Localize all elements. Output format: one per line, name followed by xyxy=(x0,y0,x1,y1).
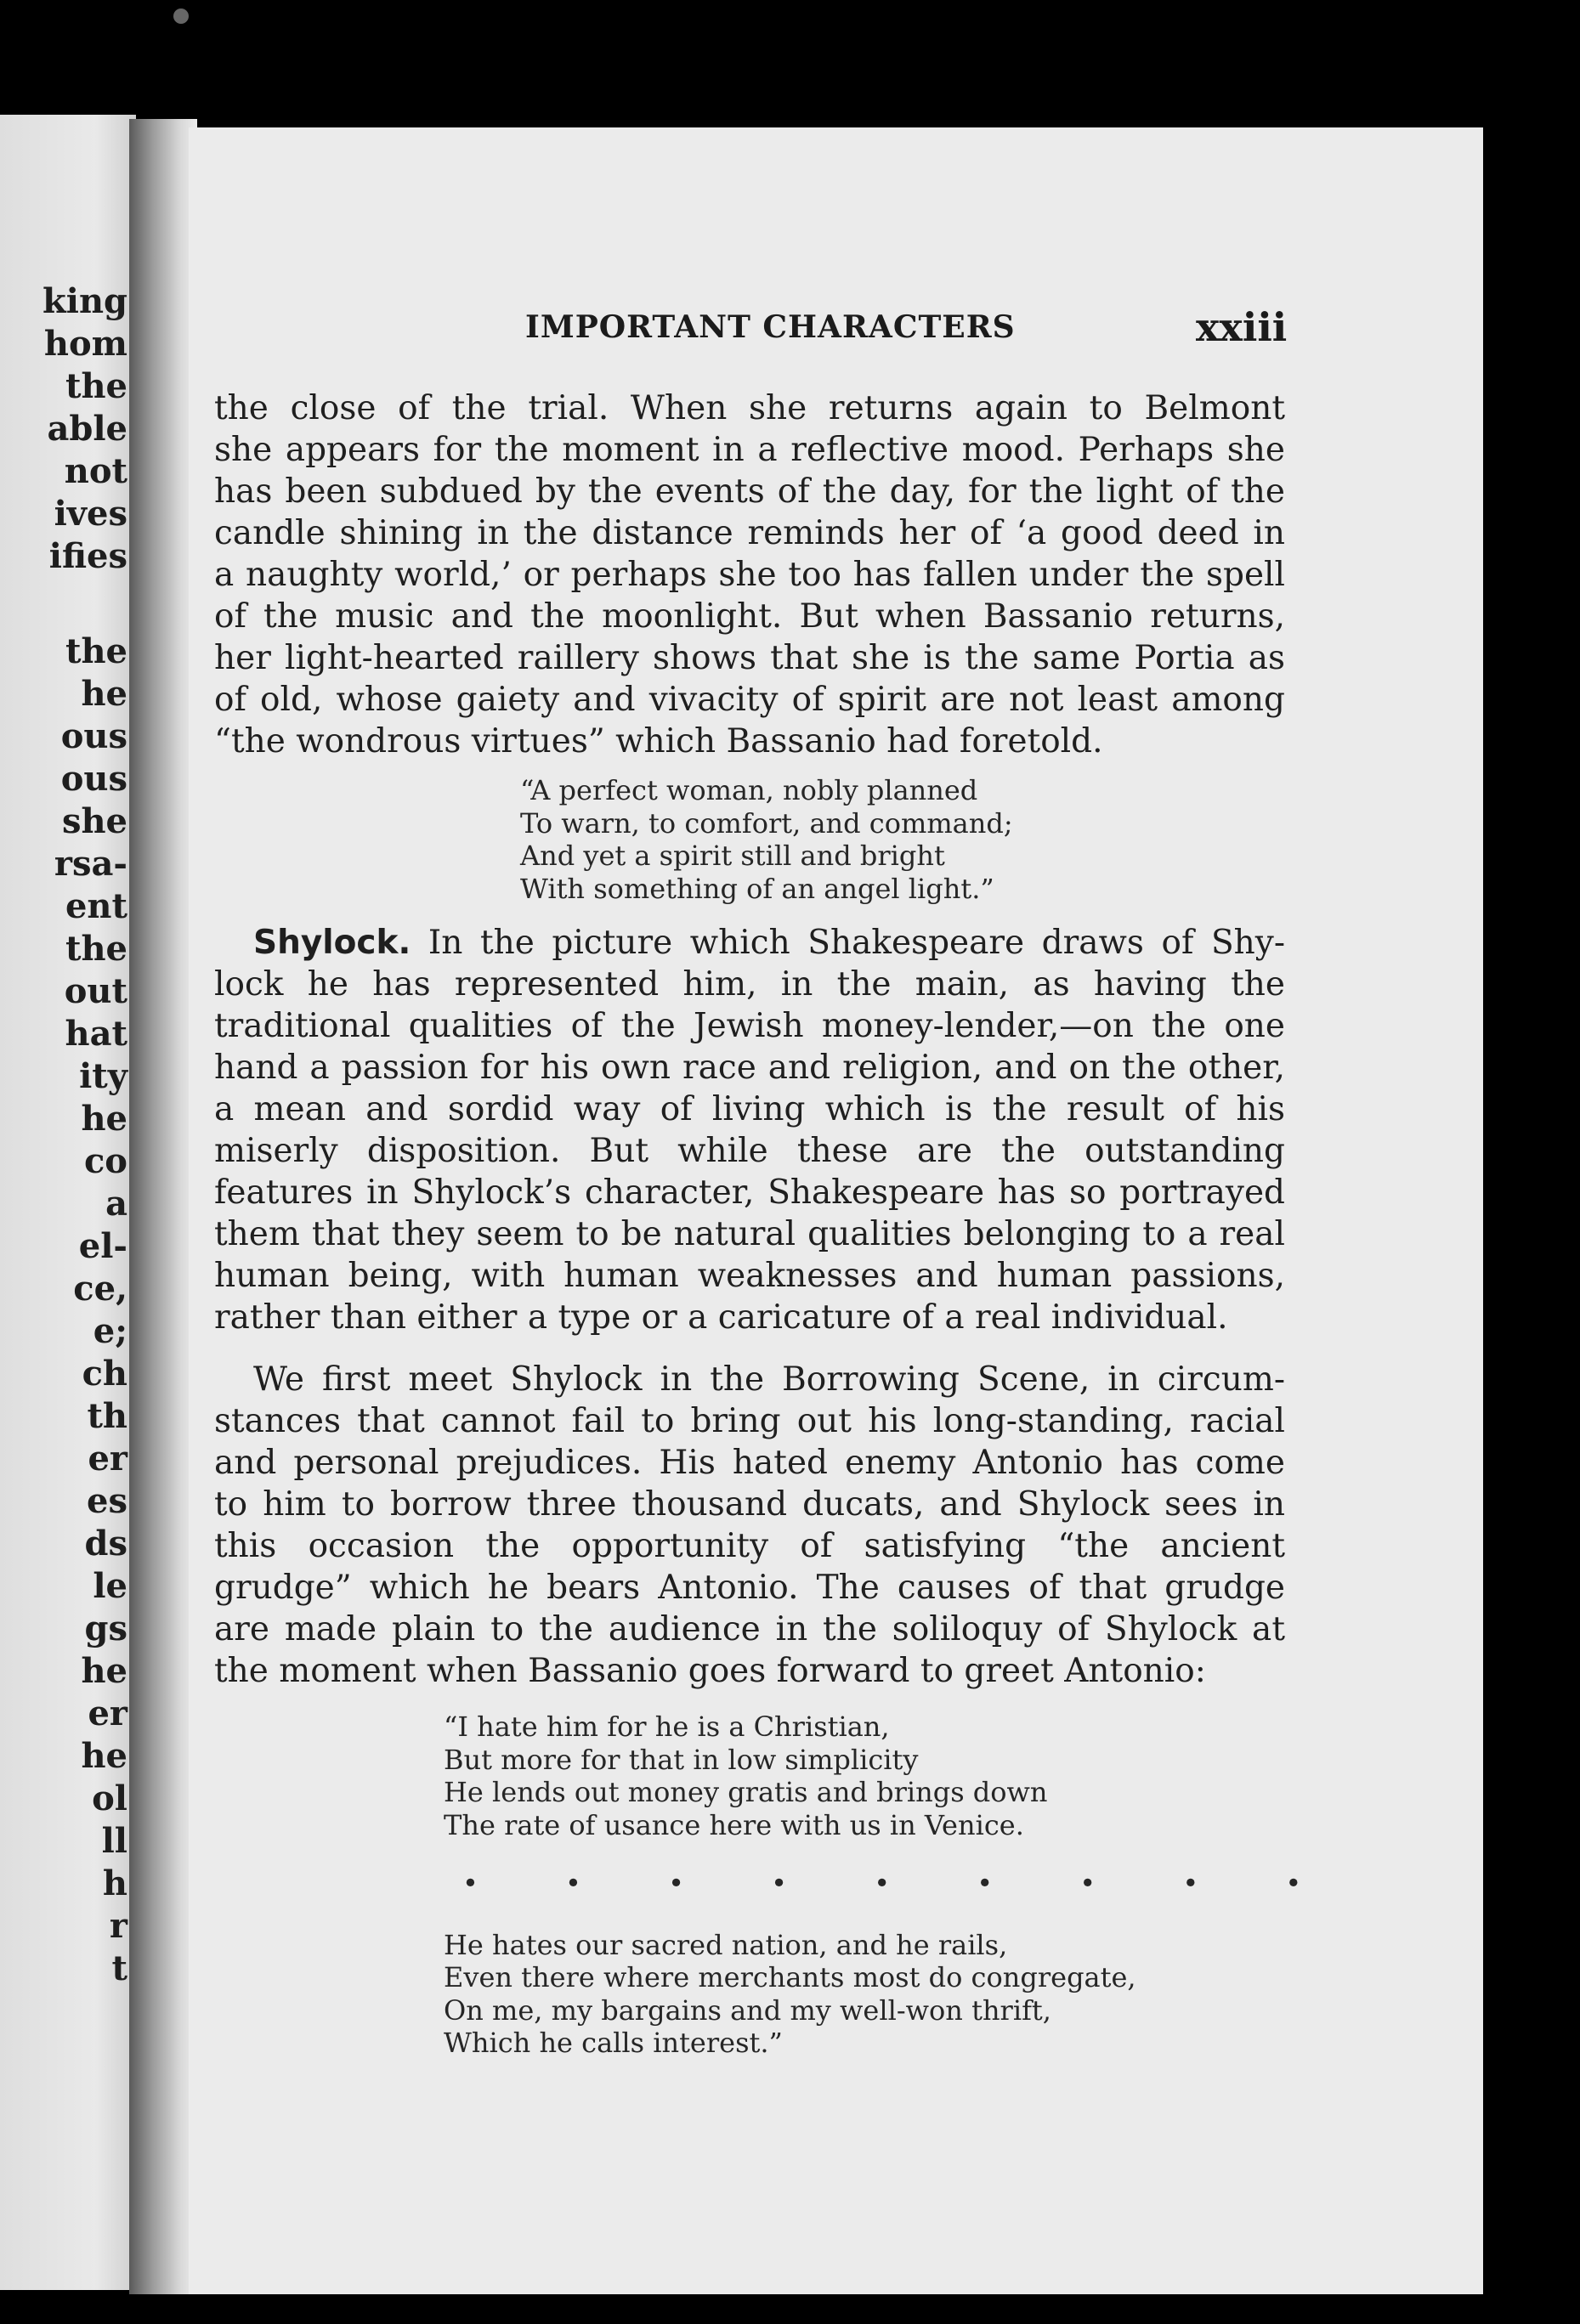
facing-page-fragment-line: ll xyxy=(101,1821,127,1861)
facing-page-fragment-line: ce, xyxy=(73,1269,127,1309)
facing-page-fragment-line: ch xyxy=(82,1354,127,1394)
verse-line: He hates our sacred nation, and he rails, xyxy=(444,1928,1008,1961)
ellipsis-dots: • • • • • • • • • xyxy=(462,1867,1341,1899)
facing-page-fragment-line: king xyxy=(42,281,127,321)
paragraph-shylock xyxy=(214,922,1285,1338)
text-line: them that they seem to be natural qualities belonging to a real xyxy=(214,1215,1285,1253)
facing-page-fragment-line: ol xyxy=(92,1778,127,1818)
verse-line: “I hate him for he is a Christian, xyxy=(444,1710,890,1743)
facing-page-fragment-line: the xyxy=(65,366,127,406)
facing-page-fragment-line: le xyxy=(93,1566,127,1606)
facing-page-fragment-line: t xyxy=(111,1948,127,1988)
verse-line: The rate of usance here with us in Venice. xyxy=(444,1808,1024,1841)
facing-page-fragment-line: a xyxy=(105,1184,127,1224)
facing-page-fragment-line: ives xyxy=(54,494,127,534)
text-line: candle shining in the distance reminds her of ‘a good deed in xyxy=(214,514,1285,552)
facing-page-fragment-line: el- xyxy=(78,1226,127,1266)
verse-line: But more for that in low simplicity xyxy=(444,1743,919,1776)
text-line: traditional qualities of the Jewish money-lender,—on the one xyxy=(214,1007,1285,1045)
facing-page-fragment-line: not xyxy=(64,451,127,491)
text-line: this occasion the opportunity of satisfying “the ancient xyxy=(214,1527,1285,1565)
text-line: “the wondrous virtues” which Bassanio had foretold. xyxy=(214,722,1103,761)
facing-page-fragment-line: h xyxy=(102,1863,127,1903)
paragraph-borrowing-scene xyxy=(214,1359,1285,1692)
facing-page-fragment-line: es xyxy=(87,1481,127,1521)
facing-page-fragment-line: able xyxy=(47,409,127,449)
text-line: human being, with human weaknesses and human passions, xyxy=(214,1257,1285,1295)
facing-page-fragment-line: hom xyxy=(43,324,127,364)
facing-page-fragment-line: er xyxy=(88,1439,127,1479)
facing-page-fragment-line: hat xyxy=(65,1014,127,1054)
facing-page-fragment-line: the xyxy=(65,631,127,671)
facing-page-fragment-line: er xyxy=(88,1694,127,1733)
text-line: are made plain to the audience in the soliloquy of Shylock at xyxy=(214,1610,1285,1648)
facing-page-fragment-line: out xyxy=(64,971,127,1011)
text-line: a naughty world,’ or perhaps she too has fallen under the spell xyxy=(214,556,1285,594)
book-gutter-shadow xyxy=(129,119,197,2294)
verse-line: To warn, to comfort, and command; xyxy=(520,806,1013,840)
text-line: stances that cannot fail to bring out his long-standing, racial xyxy=(214,1402,1285,1440)
text-line: miserly disposition. But while these are the outstanding xyxy=(214,1132,1285,1170)
text-line: the moment when Bassanio goes forward to greet Antonio: xyxy=(214,1652,1206,1690)
facing-page-fragment-line: ous xyxy=(60,759,127,799)
facing-page-fragment-line: ds xyxy=(84,1524,127,1563)
text-line: of old, whose gaiety and vivacity of spirit are not least among xyxy=(214,681,1285,719)
ink-speck xyxy=(173,8,189,24)
verse-line: On me, my bargains and my well-won thrift, xyxy=(444,1993,1051,2027)
facing-page-fragment-line: the xyxy=(65,929,127,969)
facing-page-fragment-line: e; xyxy=(93,1311,127,1351)
facing-page-fragment-line: th xyxy=(87,1396,127,1436)
text-line xyxy=(214,922,1285,964)
text-line: features in Shylock’s character, Shakespeare has so portrayed xyxy=(214,1173,1285,1212)
verse-line: Which he calls interest.” xyxy=(444,2027,783,2059)
page-number: xxiii xyxy=(1196,304,1288,350)
facing-page-fragment-line: rsa- xyxy=(54,844,127,884)
text-line: the close of the trial. When she returns again to Belmont xyxy=(214,389,1285,427)
verse-line: And yet a spirit still and bright xyxy=(520,840,945,872)
book-page xyxy=(189,127,1483,2294)
facing-page-fragment-line: co xyxy=(83,1141,127,1181)
page-body xyxy=(214,387,1341,2077)
text-line: rather than either a type or a caricature of a real individual. xyxy=(214,1298,1228,1337)
facing-page-fragment-line: r xyxy=(109,1906,127,1946)
text-fragment: In the picture which Shakespeare draws of Shy- xyxy=(428,924,1286,962)
verse-quotation-shylock-soliloquy xyxy=(214,1710,1341,2060)
facing-page-fragment-line: he xyxy=(81,1099,127,1139)
text-line: to him to borrow three thousand ducats, and Shylock sees in xyxy=(214,1485,1285,1524)
facing-page-fragment-line: she xyxy=(61,801,127,841)
running-title: IMPORTANT CHARACTERS xyxy=(525,309,1016,345)
text-line: a mean and sordid way of living which is the result of his xyxy=(214,1090,1285,1128)
facing-page-fragment-line: ifies xyxy=(48,536,127,576)
text-line: lock he has represented him, in the main, as having the xyxy=(214,965,1285,1004)
facing-page-fragment-line: he xyxy=(81,674,127,714)
text-line: hand a passion for his own race and religion, and on the other, xyxy=(214,1049,1285,1087)
facing-page-text-fragments xyxy=(0,280,127,1990)
facing-page-fragment-line: he xyxy=(81,1736,127,1776)
paragraph-portia-close xyxy=(214,387,1285,762)
text-line: she appears for the moment in a reflective mood. Perhaps she xyxy=(214,431,1285,469)
text-line: and personal prejudices. His hated enemy Antonio has come xyxy=(214,1444,1285,1482)
facing-page-fragment-line: he xyxy=(81,1651,127,1691)
text-line: of the music and the moonlight. But when Bassanio returns, xyxy=(214,597,1285,636)
facing-page-fragment-line: ous xyxy=(60,716,127,756)
text-line: her light-hearted raillery shows that she is the same Portia as xyxy=(214,639,1285,677)
facing-page-fragment-line: ity xyxy=(79,1056,127,1096)
facing-page-fragment-line: gs xyxy=(84,1609,127,1648)
text-line: We first meet Shylock in the Borrowing Scene, in circum- xyxy=(253,1360,1285,1399)
text-line: grudge” which he bears Antonio. The causes of that grudge xyxy=(214,1569,1285,1607)
verse-line: He lends out money gratis and brings down xyxy=(444,1776,1048,1808)
verse-line: Even there where merchants most do congregate, xyxy=(444,1961,1136,1993)
text-line: has been subdued by the events of the day, for the light of the xyxy=(214,472,1285,511)
verse-line: “A perfect woman, nobly planned xyxy=(520,774,978,806)
facing-page-fragment-line: ent xyxy=(65,886,127,926)
running-head xyxy=(189,304,1483,360)
verse-line: With something of an angel light.” xyxy=(520,872,994,905)
verse-quotation-perfect-woman xyxy=(214,774,1285,905)
section-heading-shylock: Shylock. xyxy=(253,924,411,962)
